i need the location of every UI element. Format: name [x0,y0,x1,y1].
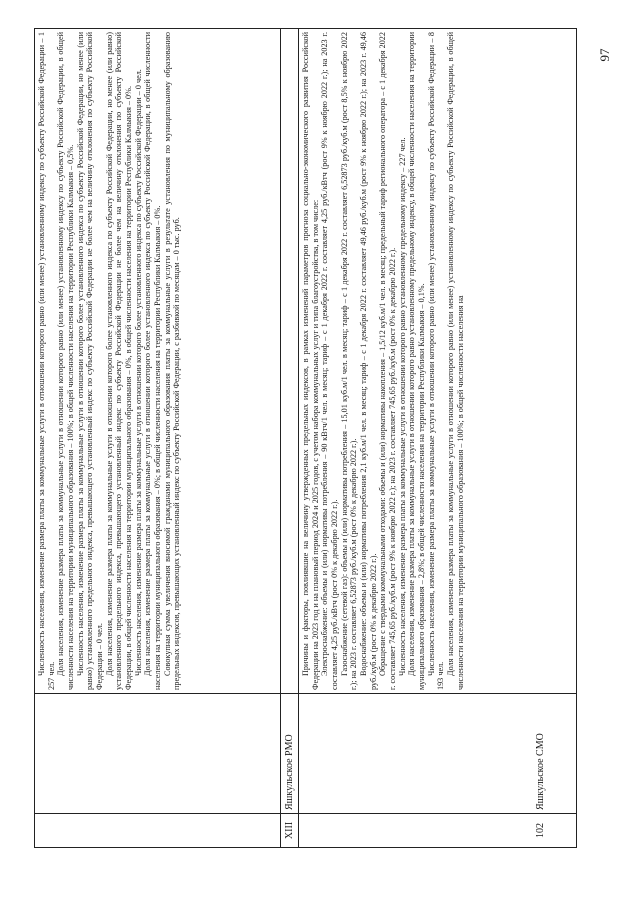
text-paragraph: Численность населения, изменение размера платы за коммунальные услуги в отношении которого равно установленному предельному индексу – 227 чел. [397,137,407,676]
table-row-municipality [299,29,576,847]
text-paragraph: Доля населения, изменение размера платы за коммунальные услуги в отношении которого более установленного индекса по субъекту Российской Федерации, но менее (или равно) установленного предельного индекса, превышающего установленный индекс по субъекту Российской Федерации не более чем на величину отклонения по субъекту Российской Федерации, в общей численности населения на территории муниципального образования – 0%, в общей численности населения на территории Республики Калмыкия – 0%. [104,32,134,690]
text-paragraph: Доля населения, изменение размера платы за коммунальные услуги в отношении которого более установленного индекса по субъекту Российской Федерации, в общей численности населения на территории муниципального образования – 0%; в общей численности населения на территории Республики Калмыкия – 0%. [143,32,163,690]
page-number: 97 [597,48,612,62]
text-paragraph: Водоснабжение: объемы и (или) нормативы потребления 2,1 куб.м/1 чел. в месяц; тариф – с 1 декабря 2022 г. составляет 49,46 руб./куб.м (рост 9% к ноябрю 2022 г.); на 2023 г. 49,46 руб./куб.м (рост 0% к декабрю 2022 г.). [359,32,378,690]
text-paragraph: Численность населения, изменение размера платы за коммунальные услуги в отношении которого равно (или менее) установленному индексу по субъекту Российской Федерации – 1 257 чел. [37,32,56,690]
text-paragraph: Обращение с твердыми коммунальными отходами: объемы и (или) нормативы накопления – 1,5/12 куб.м/1 чел. в месяц; предельный тариф регионального оператора – с 1 декабря 2022 г. составляет 745,65 руб./куб.м (рост 9% к ноябрю 2022 г.); на 2023 г. составляет 745,65 руб./куб.м (рост 0% к декабрю 2022 г.). [378,32,398,690]
text-paragraph: Причины и факторы, повлиявшие на величину утвержденных предельных индексов, в рамках изменений параметров прогноза социально-экономического развития Российской Федерации на 2023 год и на плановый период 2024 и 2025 годов, с учетом набора коммунальных услуг и типа благоустройства, в том числе: [301,32,320,690]
row-number [35,813,280,847]
text-paragraph: Доля населения, изменение размера платы за коммунальные услуги в отношении которого равно (или менее) установленному индексу по субъекту Российской Федерации, в общей численности населения на территории муниципального образования – 100%; в общей численности населения на [446,32,465,690]
text-paragraph: Доля населения, изменение размера платы за коммунальные услуги в отношении которого равно установленному предельному индексу, в общей численности населения на территории муниципального образования – 2,8%; в общей численности населения на территории Республики Калмыкия – 0,1%. [407,32,427,690]
row-number: 102 [299,813,576,847]
indices-table [34,28,577,848]
text-paragraph: Газоснабжение (сетевой газ): объемы и (или) нормативы потребления – 15,01 куб.м/1 чел. в месяц; тариф – с 1 декабря 2022 г. составляет 6,52873 руб./куб.м (рост 8,5% к ноябрю 2022 г.); на 2023 г. составляет 6,52873 руб./куб.м (рост 0% к декабрю 2022 г.). [339,32,359,690]
text-paragraph: Численность населения, изменение размера платы за коммунальные услуги в отношении которого более установленного индекса по субъекту Российской Федерации – 0 чел. [133,69,143,676]
municipality-name: Яшкульское СМО [299,693,576,813]
text-paragraph: Доля населения, изменение размера платы за коммунальные услуги в отношении которого равно (или менее) установленному индексу по субъекту Российской Федерации, в общей численности населения на территории муниципального образования – 100%; в общей численности населения на территории Республики Калмыкия – 0,5%. [56,32,76,690]
section-name: Яшкульское РМО [281,693,298,813]
table-row-continuation [35,29,281,847]
text-paragraph: Электроснабжение: объемы и (или) нормативы потребления – 90 кВтч/1 чел. в месяц; тариф – с 1 декабря 2022 г. составляет 4,25 руб./кВтч (рост 9% к ноябрю 2022 г.); на 2023 г. составляет 4,25 руб./кВтч (рост 0% к декабрю 2022 г.). [320,32,340,690]
section-number: XIII [281,813,298,847]
municipality-name [35,693,280,813]
section-description [281,29,298,693]
table-row-section [281,29,299,847]
text-paragraph: Совокупная сумма увеличения вносимой гражданами муниципального образования платы за коммунальные услуги в результате установления по муниципальному образованию предельных индексов, превышающих установленный индекс по субъекту Российской Федерации, с разбивкой по месяцам – 0 тыс. руб. [162,32,182,690]
text-paragraph: Численность населения, изменение размера платы за коммунальные услуги в отношении которого равно (или менее) установленному индексу по субъекту Российской Федерации – 8 193 чел. [426,32,446,690]
row-description [299,29,576,693]
row-description [35,29,280,693]
text-paragraph: Численность населения, изменение размера платы за коммунальные услуги в отношении которого более установленного индекса по субъекту Российской Федерации, но менее (или равно) установленного предельного индекса, превышающего установленный индекс по субъекту Российской Федерации не более чем на величину отклонения по субъекту Российской Федерации – 0 чел. [75,32,105,690]
